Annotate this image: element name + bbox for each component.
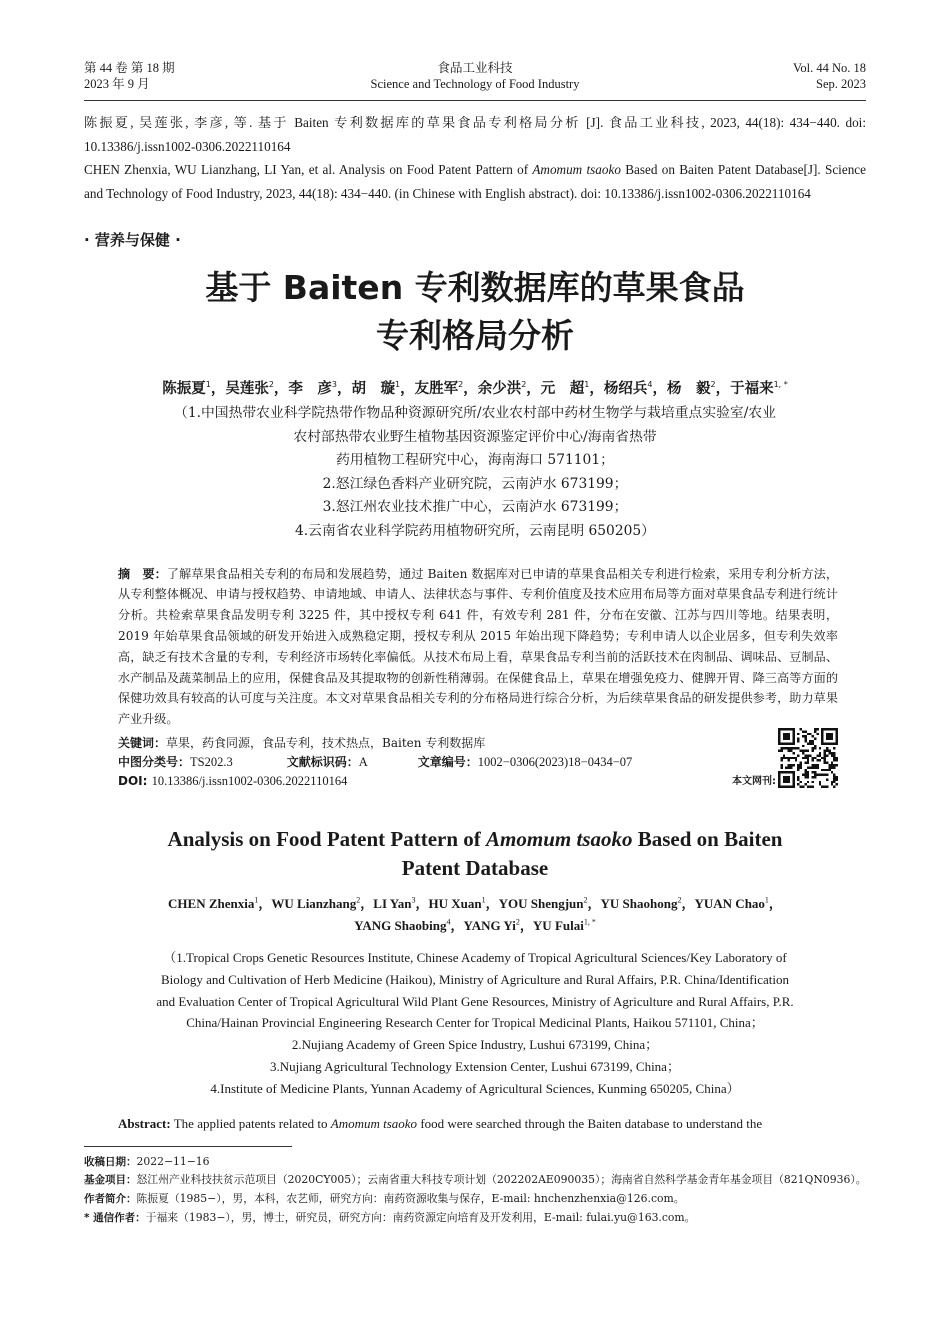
- author-affiliation-mark: 3: [411, 895, 416, 905]
- affiliation-line: and Evaluation Center of Tropical Agricultural Wild Plant Gene Resources, Ministry of Agriculture and Rural Affairs, P.R.: [156, 993, 794, 1009]
- qr-code-icon[interactable]: [778, 728, 838, 788]
- date-en: Sep. 2023: [816, 77, 866, 91]
- keywords-label: 关键词：: [118, 735, 167, 750]
- author-name: 杨 毅: [666, 381, 711, 397]
- affiliation-line: 3.Nujiang Agricultural Technology Extension Center, Lushui 673199, China；: [270, 1058, 680, 1074]
- date-cn: 2023 年 9 月: [84, 77, 150, 91]
- affiliation-line: Biology and Cultivation of Herb Medicine (Haikou), Ministry of Agriculture and Rural Affairs, P.R. China/Identification: [161, 971, 789, 987]
- fund-value: 怒江州产业科技扶贫示范项目（2020CY005）；云南省重大科技专项计划（202202AE090035）；海南省自然科学基金青年基金项目（821QN0936）。: [136, 1173, 867, 1187]
- author-name: 于福来: [730, 381, 774, 397]
- footnote-rule: [84, 1146, 292, 1147]
- journal-name-en: Science and Technology of Food Industry: [370, 77, 580, 91]
- author-affiliation-mark: 2: [458, 380, 464, 390]
- affiliation-line: （1.中国热带农业科学院热带作物品种资源研究所/农业农村部中药材生物学与栽培重点实验室/农业: [174, 405, 776, 421]
- author-separator: ，: [485, 895, 499, 911]
- footnote-received: [84, 1153, 866, 1172]
- article-title-en: [84, 825, 866, 883]
- affiliation-line: 3.怒江州农业技术推广中心，云南泸水 673199；: [322, 499, 628, 516]
- author-affiliation-mark: 1: [764, 895, 769, 905]
- abstract-en-pre: The applied patents related to: [170, 1115, 331, 1131]
- affiliation-line: 2.Nujiang Academy of Green Spice Industry, Lushui 673199, China；: [291, 1037, 659, 1053]
- footnotes: [84, 1153, 866, 1228]
- citation-en-pre: CHEN Zhenxia, WU Lianzhang, LI Yan, et al. Analysis on Food Patent Pattern of: [84, 162, 533, 177]
- authors-cn: [84, 378, 866, 400]
- affiliation-line: 2.怒江绿色香料产业研究院，云南泸水 673199；: [322, 475, 628, 492]
- authors-en-line2: [84, 915, 866, 937]
- title-en-pre: Analysis on Food Patent Pattern of: [167, 826, 487, 851]
- affiliation-line: 药用植物工程研究中心，海南海口 571101；: [336, 452, 614, 469]
- affiliations-cn: [84, 402, 866, 544]
- affiliations-en: [84, 947, 866, 1100]
- author-name: YANG Yi: [463, 917, 516, 933]
- author-affiliation-mark: 4: [446, 917, 451, 927]
- abstract-cn: [118, 564, 838, 730]
- volume-en: Vol. 44 No. 18: [792, 61, 866, 75]
- title-en-species: Amomum tsaoko: [486, 826, 633, 851]
- clc-value: TS202.3: [190, 754, 233, 769]
- author-name: 陈振夏: [162, 381, 206, 397]
- abstract-en: [118, 1114, 866, 1134]
- doc-code-value: A: [358, 754, 368, 769]
- author-name: YUAN Chao: [694, 895, 765, 911]
- article-page: [84, 0, 866, 1228]
- author-separator: ，: [258, 895, 272, 911]
- doi-value: 10.13386/j.issn1002-0306.2022110164: [151, 773, 348, 788]
- corr-label: * 通信作者：: [84, 1211, 146, 1224]
- keywords-cn: [118, 734, 838, 753]
- abstract-en-species: Amomum tsaoko: [330, 1115, 418, 1131]
- author-name: 余少洪: [477, 381, 522, 397]
- bio-value: 陈振夏（1985−），男，本科，农艺师，研究方向：南药资源收集与保存，E-mail: hnchenzhenxia@126.com。: [136, 1192, 685, 1206]
- author-name: YU Fulai: [532, 917, 584, 933]
- author-affiliation-mark: 2: [268, 380, 274, 390]
- abstract-cn-text: 了解草果食品相关专利的布局和发展趋势，通过 Baiten 数据库对已申请的草果食品相关专利进行检索，采用专利分析方法，从专利整体概况、申请与授权趋势、申请地域、申请人、法律状态与事件、专利价值度及技术应用布局等方面对草果食品专利进行统计分析。共检索草果食品发明专利 3225 件，其中授权专利 641 件，有效专利 281 件，分布在安徽、江苏与四川等地。结果表明，2019 年始草果食品领域的研发开始进入成熟稳定期，授权专利从 2015 年始出现下降趋势；专利申请人以企业居多，但专利失效率高，缺乏有技术含量的专利，专利经济市场转化率偏低。从技术布局上看，草果食品专利当前的活跃技术在肉制品、调味品、豆制品、水产制品及蔬菜制品上的应用，保健食品及其提取物的创新性稍薄弱。在保健食品上，草果在增强免疫力、健脾开胃、降三高等方面的保健功效具有较高的认可度与关注度。本文对草果食品相关专利的分布格局进行综合分析，为后续草果食品的研发提供参考，助力草果产业升级。: [118, 566, 838, 727]
- author-affiliation-mark: 2: [710, 380, 716, 390]
- header-rule: [84, 100, 866, 101]
- affiliation-line: China/Hainan Provincial Engineering Research Center for Tropical Medicinal Plants, Haikou 571101, China；: [186, 1015, 764, 1031]
- author-affiliation-mark: 1, *: [773, 380, 788, 390]
- bio-label: 作者简介：: [84, 1193, 137, 1206]
- journal-name-cn: 食品工业科技: [437, 61, 513, 75]
- author-name: YU Shaohong: [600, 895, 678, 911]
- doi-label: DOI:: [118, 773, 152, 788]
- running-header: [84, 60, 866, 100]
- author-separator: ，: [463, 381, 478, 397]
- author-separator: ，: [519, 917, 533, 933]
- article-no-value: 1002−0306(2023)18−0434−07: [477, 754, 633, 769]
- author-separator: ，: [652, 381, 667, 397]
- author-separator: ，: [210, 381, 226, 397]
- title-en-post: Based on Baiten: [632, 826, 783, 851]
- citation-en-species: Amomum tsaoko: [532, 162, 621, 177]
- footnote-author-bio: [84, 1190, 866, 1209]
- author-affiliation-mark: 2: [583, 895, 588, 905]
- received-label: 收稿日期：: [84, 1155, 137, 1168]
- title-cn-line2: 专利格局分析: [376, 316, 574, 355]
- citation-cn: 陈振夏, 吴莲张, 李彦, 等. 基于 Baiten 专利数据库的草果食品专利格局分析 [J]. 食品工业科技, 2023, 44(18): 434−440. doi: 10.13386/j.issn1002-0306.2022110164: [84, 115, 866, 154]
- author-name: HU Xuan: [428, 895, 482, 911]
- author-affiliation-mark: 1: [205, 380, 211, 390]
- abstract-en-label: Abstract:: [118, 1115, 171, 1131]
- author-separator: ，: [681, 895, 695, 911]
- classification-line: [118, 753, 838, 772]
- author-affiliation-mark: 2: [521, 380, 527, 390]
- received-value: 2022−11−16: [136, 1154, 210, 1168]
- fund-label: 基金项目：: [84, 1174, 137, 1187]
- footnote-corresponding: [84, 1209, 866, 1228]
- affiliation-line: 农村部热带农业野生植物基因资源鉴定评价中心/海南省热带: [293, 428, 657, 445]
- author-name: LI Yan: [373, 895, 412, 911]
- author-separator: ，: [337, 381, 352, 397]
- author-affiliation-mark: 2: [677, 895, 682, 905]
- article-title-cn: [84, 264, 866, 360]
- author-affiliation-mark: 1, *: [583, 917, 596, 927]
- author-separator: ，: [360, 895, 374, 911]
- author-name: 元 超: [540, 381, 585, 397]
- author-name: 友胜军: [414, 381, 459, 397]
- doc-code-label: 文献标识码：: [286, 754, 359, 769]
- footnote-fund: [84, 1171, 866, 1190]
- keywords-text: 草果，药食同源，食品专利，技术热点，Baiten 专利数据库: [166, 735, 486, 750]
- citation-en: [84, 158, 866, 205]
- abstract-cn-label: 摘 要：: [118, 566, 167, 581]
- qr-label: 本文网刊:: [732, 775, 776, 787]
- affiliation-line: 4.云南省农业科学院药用植物研究所，云南昆明 650205）: [295, 522, 655, 539]
- author-separator: ，: [526, 381, 541, 397]
- author-name: 胡 璇: [351, 381, 396, 397]
- author-name: 杨绍兵: [603, 381, 648, 397]
- author-name: CHEN Zhenxia: [168, 895, 255, 911]
- author-affiliation-mark: 3: [331, 380, 338, 390]
- header-right: [793, 60, 866, 92]
- header-center: [84, 60, 866, 92]
- author-affiliation-mark: 1: [481, 895, 486, 905]
- corr-value: 于福来（1983−），男，博士，研究员，研究方向：南药资源定向培育及开发利用，E-mail: fulai.yu@163.com。: [145, 1210, 696, 1224]
- author-affiliation-mark: 2: [515, 917, 520, 927]
- affiliation-line: （1.Tropical Crops Genetic Resources Institute, Chinese Academy of Tropical Agricultural Sciences/Key Laboratory of: [163, 949, 787, 965]
- doi-line: [118, 772, 838, 791]
- meta-block: [118, 734, 838, 791]
- citation-en-post: Based on Baiten Patent Database[J]. Science and Technology of Food Industry, 2023, 44(18): 434−440. (in Chinese with English abstract). doi: 10.13386/j.issn1002-0306.2022110164: [84, 162, 866, 201]
- abstract-en-post: food were searched through the Baiten database to understand the: [417, 1115, 763, 1131]
- author-separator: ，: [715, 381, 731, 397]
- author-affiliation-mark: 1: [254, 895, 259, 905]
- authors-en-line1: CHEN Zhenxia$^1$，WU Lianzhang$^2$，LI Yan$^3$，HU Xuan$^1$，YOU Shengjun$^2$，YU Shaohong$^2$，YUAN Chao$^1$，: [168, 895, 782, 911]
- author-affiliation-mark: 4: [647, 380, 653, 390]
- author-separator: ，: [450, 917, 464, 933]
- author-name: WU Lianzhang: [271, 895, 357, 911]
- author-separator: ，: [400, 381, 415, 397]
- title-en-line2: Patent Database: [401, 855, 549, 880]
- author-name: 李 彦: [288, 381, 332, 397]
- title-cn-line1: 基于 Baiten 专利数据库的草果食品: [205, 268, 745, 307]
- authors-en: [84, 893, 866, 937]
- clc-label: 中图分类号：: [118, 754, 191, 769]
- author-name: 吴莲张: [225, 381, 269, 397]
- title-en-line1: [84, 825, 866, 854]
- author-affiliation-mark: 1: [395, 380, 401, 390]
- author-separator: ，: [415, 895, 429, 911]
- author-affiliation-mark: 1: [584, 380, 590, 390]
- author-separator: ，: [273, 381, 289, 397]
- volume-cn: 第 44 卷 第 18 期: [84, 61, 175, 75]
- author-separator: ，: [589, 381, 604, 397]
- affiliation-line: 4.Institute of Medicine Plants, Yunnan Academy of Agricultural Sciences, Kunming 650205, China）: [210, 1080, 740, 1096]
- article-no-label: 文章编号：: [417, 754, 478, 769]
- author-name: YANG Shaobing: [354, 917, 447, 933]
- citation-block: [84, 111, 866, 205]
- author-affiliation-mark: 2: [356, 895, 361, 905]
- author-separator: ，: [587, 895, 601, 911]
- author-name: YOU Shengjun: [498, 895, 584, 911]
- column-label: · 营养与保健 ·: [84, 231, 181, 249]
